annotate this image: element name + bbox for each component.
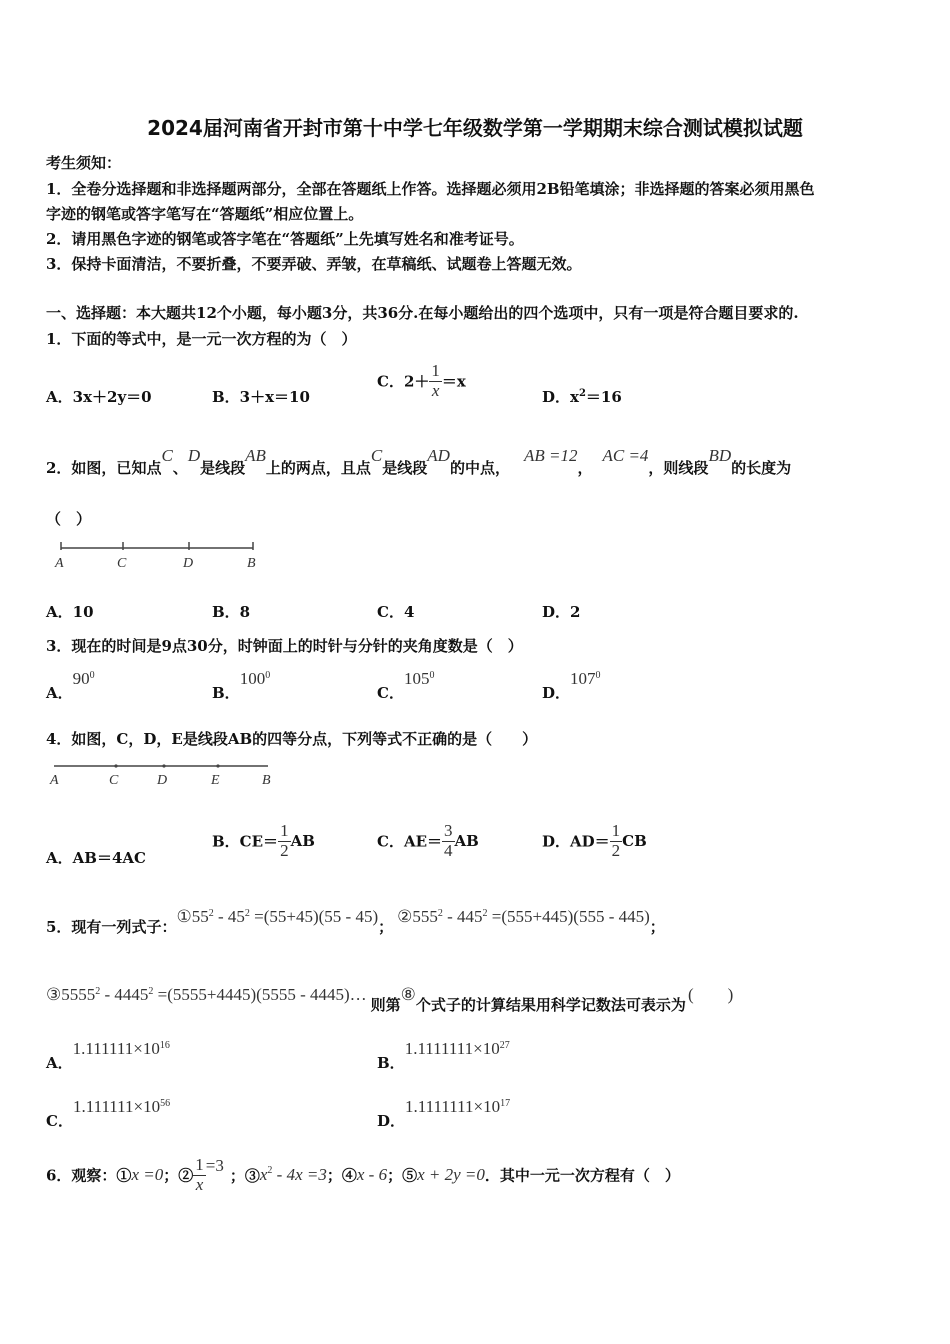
q2-stem: 2．如图，已知点C、D是线段AB上的两点，且点C是线段AD的中点，AB =12，AC =4，则线段BD的长度为: [46, 446, 792, 477]
q4-label-c: C: [109, 773, 119, 788]
q4-label-a: A: [50, 773, 59, 788]
notice-heading: 考生须知：: [46, 154, 122, 172]
q4-label-d: D: [157, 773, 168, 788]
notice-line-1b: 字迹的钢笔或答字笔写在“答题纸”相应位置上。: [46, 205, 364, 223]
q4-point-e: [216, 764, 219, 767]
q2-label-d: D: [183, 556, 194, 571]
q4-segment-figure: [46, 758, 286, 792]
q3-option-c: C．$105^0$: [377, 669, 435, 702]
q1-option-d: D．$x^2=16$: [542, 388, 622, 406]
q3-option-d: D．$107^0$: [542, 669, 601, 702]
q4-option-a: A．AB＝4AC: [46, 849, 146, 867]
q1-c-fraction: $\frac{1}{x}$: [431, 361, 440, 400]
notice-line-2: 2．请用黑色字迹的钢笔或答字笔在“答题纸”上先填写姓名和准考证号。: [46, 230, 524, 248]
q3-option-b: B．$100^0$: [212, 669, 271, 702]
q1-option-b: B．3＋x＝10: [212, 388, 310, 406]
q4-label-b: B: [262, 773, 271, 788]
q4-option-c: C．AE＝ $\frac{3}{4}$ AB: [377, 821, 479, 860]
q1-option-a: A．3x＋2y＝0: [46, 388, 152, 406]
q2-option-b: B．8: [212, 603, 251, 621]
q5-option-c: C．$1.111111\times 10^{56}$: [46, 1097, 171, 1130]
q2-label-b: B: [247, 556, 256, 571]
q4-label-e: E: [211, 773, 220, 788]
q4-option-b: B．CE＝ $\frac{1}{2}$ AB: [212, 821, 315, 860]
q5-stem-line-1: 5．现有一列式子：$①55^2 - 45^2 =(55+45)(55 - 45)$；$②555^2 - 445^2 =(555+445)(555 - 445)$；: [46, 907, 665, 936]
q5-option-a: A．$1.111111\times 10^{16}$: [46, 1039, 170, 1072]
page-title: 2024届河南省开封市第十中学七年级数学第一学期期末综合测试模拟试题: [147, 116, 803, 140]
notice-line-1: 1．全卷分选择题和非选择题两部分，全部在答题纸上作答。选择题必须用2B铅笔填涂；非选择题的答案必须用黑色: [46, 180, 815, 198]
q5-option-b: B．$1.1111111\times 10^{27}$: [377, 1039, 510, 1072]
q4-point-d: [162, 764, 165, 767]
section-heading: 一、选择题：本大题共12个小题，每小题3分，共36分.在每小题给出的四个选项中，只有一项是符合题目要求的.: [46, 304, 799, 322]
q4-option-d: D．AD＝ $\frac{1}{2}$ CB: [542, 821, 647, 860]
q5-stem-line-2: ③5555$^2$ - $4445^2 =(5555+4445)(5555$ - 4445)…则第⑧个式子的计算结果用科学记数法可表示为( ): [46, 985, 734, 1014]
q4-stem: 4．如图，C，D，E是线段AB的四等分点，下列等式不正确的是（ ）: [46, 730, 538, 748]
q1-stem: 1．下面的等式中，是一元一次方程的为（ ）: [46, 330, 357, 348]
q1-option-c: C．2＋ $\frac{1}{x}$ ＝x: [377, 361, 466, 400]
q3-option-a: A．$90^0$: [46, 669, 95, 702]
notice-line-3: 3．保持卡面清洁，不要折叠，不要弄破、弄皱，在草稿纸、试题卷上答题无效。: [46, 255, 582, 273]
q3-stem: 3．现在的时间是9点30分，时钟面上的时针与分针的夹角度数是（ ）: [46, 637, 523, 655]
q2-label-a: A: [55, 556, 64, 571]
q2-paren: （ ）: [46, 510, 92, 528]
q2-label-c: C: [117, 556, 127, 571]
q4-point-c: [114, 764, 117, 767]
q2-option-c: C．4: [377, 603, 415, 621]
q6-stem: 6．观察：①x =0；② $\frac{1}{x}$ =3；$③x^2 - 4x =3$；④x - 6；⑤x + 2y =0．其中一元一次方程有（ ）: [46, 1155, 680, 1194]
q5-option-d: D．$1.1111111\times 10^{17}$: [377, 1097, 511, 1130]
q2-segment-figure: [46, 536, 276, 572]
q2-option-d: D．2: [542, 603, 581, 621]
q2-option-a: A．10: [46, 603, 94, 621]
